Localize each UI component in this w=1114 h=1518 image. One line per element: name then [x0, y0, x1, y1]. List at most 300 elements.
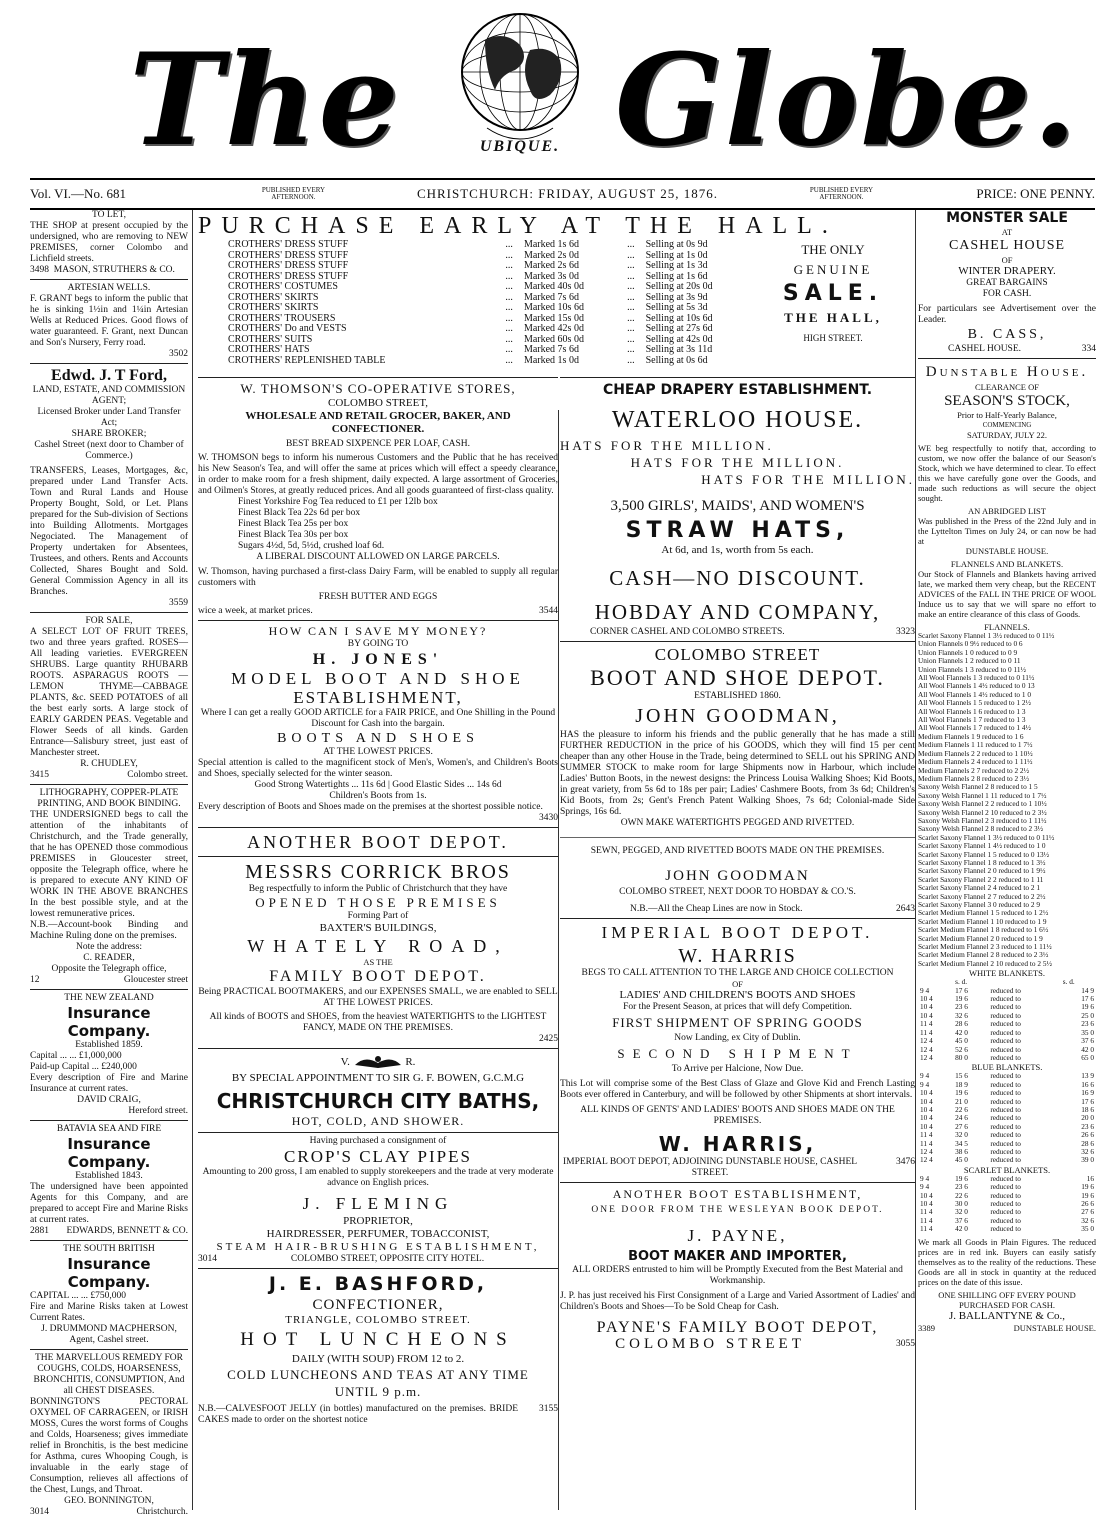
ad-line: FRESH BUTTER AND EGGS: [318, 592, 438, 602]
ad-goodman: [560, 645, 915, 915]
size: 10 4: [920, 1088, 933, 1098]
ad-body: WE beg respectfully to notify that, according to custom, we now offer the balance of our Season's Stock, which we have determined to clear. To effect this we have carefully gone over the Goods, and made such reductions as will secure the object sought.: [918, 443, 1096, 503]
table-row: [198, 356, 758, 367]
ad-heading: THE MARVELLOUS REMEDY FOR COUGHS, COLDS, HOARSENESS, BRONCHITIS, CONSUMPTION, And all CHEST DISEASES.: [33, 1353, 185, 1396]
royal-crest-icon: [353, 1055, 403, 1069]
size: 12 4: [920, 1036, 933, 1046]
flannel-list: [918, 632, 1096, 968]
leader-dots: ...: [505, 344, 513, 355]
ad-number: 3498: [30, 265, 49, 275]
original-price: 52 6: [955, 1044, 968, 1054]
reduced-price: 19 6: [1081, 1190, 1094, 1200]
ad-line: LAND, ESTATE, AND COMMISSION AGENT;: [32, 385, 186, 406]
selling-price: Selling at 0s 9d: [645, 239, 708, 250]
table-row: [918, 1225, 1096, 1233]
list-item: Scarlet Saxony Flannel 1 5 reduced to 0 13½: [918, 849, 1050, 859]
ad-line: AT: [1001, 227, 1013, 237]
list-item: Scarlet Medium Flannel 2 8 reduced to 2 3½: [918, 950, 1049, 960]
reduced-label: reduced to: [990, 1113, 1021, 1123]
ad-title: FAMILY BOOT DEPOT.: [269, 968, 487, 985]
leader-dots: ...: [505, 270, 513, 282]
ad-title: W. HARRIS,: [658, 1132, 817, 1156]
selling-price: Selling at 10s 6d: [645, 312, 713, 324]
original-price: 34 5: [955, 1138, 968, 1148]
ad-body: J. P. has just received his First Consignment of a Large and Varied Assortment of Ladies' and Children's Boots and Shoes—To be Sold Cheap for Cash.: [560, 1291, 915, 1312]
list-item: Medium Flannels 2 4 reduced to 1 11½: [918, 757, 1033, 767]
ad-line: AS THE: [363, 957, 393, 967]
ad-line: GREAT BARGAINS: [966, 278, 1048, 288]
ad-line: Licensed Broker under Land Transfer Act;: [37, 407, 181, 428]
list-item: All Wool Flannels 1 4½ reduced to 0 13: [918, 681, 1035, 691]
ad-heading: ARTESIAN WELLS.: [67, 283, 151, 293]
ad-number: 2425: [539, 1034, 558, 1044]
masthead-motto: UBIQUE.: [479, 138, 561, 155]
reduced-label: reduced to: [990, 1010, 1021, 1020]
selling-price: Selling at 3s 11d: [645, 344, 713, 355]
leader-dots: ...: [627, 291, 635, 303]
ad-line: Finest Yorkshire Fog Tea reduced to £1 per 12lb box: [238, 497, 438, 507]
ad-line: WHITE BLANKETS.: [968, 968, 1045, 979]
column-3: [560, 374, 915, 1510]
ad-title: W. HARRIS: [678, 945, 797, 967]
ad-line: Children's Boots from 1s.: [329, 791, 427, 801]
ad-address: Gloucester street: [123, 975, 188, 985]
marked-price: Marked 2s 6d: [523, 260, 579, 271]
ad-line: For the Present Season, at prices that will defy Competition.: [623, 1002, 852, 1012]
size: 10 4: [920, 1010, 933, 1020]
ad-heading: CHEAP DRAPERY ESTABLISHMENT.: [602, 382, 873, 398]
ad-harris: [560, 922, 915, 1179]
ad-title: HOBDAY AND COMPANY,: [594, 600, 881, 624]
list-item: All Wool Flannels 1 7 reduced to 1 3: [918, 715, 1026, 725]
ad-title: MONSTER SALE: [946, 210, 1068, 226]
reduced-label: reduced to: [990, 1104, 1021, 1114]
list-item: All Wool Flannels 1 5 reduced to 1 2½: [918, 698, 1031, 708]
ad-title: PURCHASE EARLY AT THE HALL.: [198, 213, 838, 239]
reduced-price: 16 9: [1081, 1088, 1094, 1098]
ad-south-british-insurance: [30, 1244, 188, 1346]
ad-title: W. THOMSON'S CO-OPERATIVE STORES,: [240, 381, 516, 396]
ad-title: ANOTHER BOOT DEPOT.: [247, 832, 509, 852]
reduced-price: 28 6: [1081, 1138, 1094, 1148]
ad-line: COLOMBO STREET,: [327, 397, 429, 409]
marked-price: Marked 42s 0d: [523, 323, 584, 334]
list-item: Scarlet Saxony Flannel 3 0 reduced to 2 9: [918, 900, 1040, 909]
original-price: 19 6: [955, 994, 968, 1004]
blanket-list: [918, 978, 1096, 1062]
leader-dots: ...: [627, 239, 635, 250]
ad-title: BOOT MAKER AND IMPORTER,: [628, 1249, 847, 1264]
original-price: 42 0: [955, 1224, 968, 1234]
ad-signature: R. CHUDLEY,: [80, 759, 138, 769]
ad-line: V.: [340, 1056, 350, 1068]
masthead-the: The: [129, 26, 401, 174]
ad-line: AN ABRIDGED LIST: [968, 506, 1046, 516]
list-item: Union Flannels 0 9½ reduced to 0 6: [918, 639, 1023, 649]
ad-line: DUNSTABLE HOUSE.: [965, 546, 1049, 556]
reduced-price: 35 0: [1081, 1027, 1094, 1037]
original-price: 19 6: [955, 1173, 968, 1183]
ad-body: TRANSFERS, Leases, Mortgages, &c, prepared under Land Transfer Acts. Town and Rural Lands and House Property Bought, Sold, or Let. Plans prepared for the Sub-division of Sections into Building Allotments. Mortgages Negociated. The Management of Property undertaken for Absentees, Trustees, and others. Rents and Accounts Collected, Shares Bought and Sold. General Commission Agency in all its Branches.: [30, 466, 188, 597]
reduced-label: reduced to: [990, 1155, 1021, 1165]
table-row: [198, 240, 758, 251]
dateline: [30, 178, 1095, 210]
item-name: CROTHERS' HATS: [228, 344, 310, 355]
ad-line: STEAM HAIR-BRUSHING ESTABLISHMENT,: [216, 1241, 540, 1253]
ad-line: COLD LUNCHEONS AND TEAS AT ANY TIME: [227, 1367, 529, 1382]
size: 9 4: [920, 1071, 930, 1081]
ad-line: BEST BREAD SIXPENCE PER LOAF, CASH.: [285, 439, 471, 449]
size: 9 4: [920, 1079, 930, 1089]
ad-line: Cashel Street (next door to Chamber of Commerce.): [34, 440, 184, 461]
ad-line: AT THE LOWEST PRICES.: [323, 747, 433, 757]
leader-dots: ...: [505, 354, 513, 366]
ad-line: Finest Black Tea 22s 6d per box: [238, 508, 361, 518]
ad-title: Insurance Company.: [67, 1255, 151, 1291]
ad-address: Opposite the Telegraph office,: [51, 964, 167, 974]
ad-line: SHARE BROKER;: [71, 429, 147, 439]
price: PRICE: ONE PENNY.: [976, 186, 1095, 201]
ad-line: CONFECTIONER,: [312, 1297, 444, 1313]
ad-line: OF: [732, 979, 743, 989]
ad-address: Hereford street.: [128, 1106, 188, 1116]
ad-note: N.B.—Account-book Binding and Machine Ruling done on the premises.: [30, 920, 188, 941]
ad-line: ONE SHILLING OFF EVERY POUND PURCHASED FOR CASH.: [938, 1289, 1076, 1310]
ad-line: Prior to Half-Yearly Balance,: [957, 410, 1057, 420]
ad-signature: EDWARDS, BENNETT & CO.: [66, 1226, 188, 1236]
ad-line: ESTABLISHED 1860.: [694, 691, 781, 701]
list-item: Union Flannels 1 0 reduced to 0 9: [918, 647, 1018, 657]
leader-dots: ...: [505, 291, 513, 303]
ad-title: BOOT AND SHOE DEPOT.: [590, 665, 885, 690]
leader-dots: ...: [627, 312, 635, 324]
ad-number: 12: [30, 975, 40, 985]
ad-title: CROP'S CLAY PIPES: [284, 1147, 472, 1166]
column-rule: [558, 410, 559, 1510]
ad-line: THE ONLY: [801, 242, 865, 257]
ad-title: J. PAYNE,: [687, 1226, 788, 1245]
publication-note-left: PUBLISHED EVERY AFTERNOON.: [261, 186, 326, 201]
table-row: [198, 261, 758, 272]
ad-number: 3476: [896, 1157, 915, 1167]
reduced-label: reduced to: [990, 1027, 1021, 1037]
ad-number: 3389: [918, 1322, 935, 1333]
item-name: CROTHERS' DRESS STUFF: [228, 270, 349, 282]
list-item: Scarlet Saxony Flannel 2 0 reduced to 1 9½: [918, 866, 1046, 876]
reduced-label: reduced to: [990, 985, 1021, 995]
ad-note: N.B.—CALVESFOOT JELLY (in bottles) manufactured on the premises. BRIDE CAKES made to order on the shortest notice: [198, 1404, 518, 1425]
size: 11 4: [920, 1138, 933, 1148]
marked-price: Marked 60s 0d: [523, 333, 584, 345]
reduced-label: reduced to: [990, 1079, 1021, 1089]
ad-body: Fire and Marine Risks taken at Lowest Current Rates.: [30, 1302, 188, 1323]
ad-body: Being PRACTICAL BOOTMAKERS, and our EXPENSES SMALL, we are enabled to SELL AT THE LOWEST PRICES.: [198, 987, 558, 1008]
leader-dots: ...: [627, 323, 635, 334]
ad-line: Finest Black Tea 25s per box: [238, 519, 349, 529]
ad-body: The undersigned have been appointed Agents for this Company, and are prepared to accept Fire and Marine Risks at current rates.: [30, 1182, 188, 1225]
reduced-price: 18 6: [1081, 1104, 1094, 1114]
original-price: 17 6: [955, 985, 968, 995]
ad-line: Now Landing, ex City of Dublin.: [674, 1033, 801, 1043]
list-item: Medium Flannels 2 7 reduced to 2 2½: [918, 765, 1030, 775]
ad-monster-sale: [918, 210, 1096, 355]
list-item: All Wool Flannels 1 6 reduced to 1 3: [918, 706, 1026, 716]
leader-dots: ...: [627, 302, 635, 313]
ad-body: BONNINGTON'S PECTORAL OXYMEL OF CARRAGEEN, or IRISH MOSS, Cures the worst forms of Coughs and Colds, Hoarseness; gives immediate relief in Bronchitis, is the best medicine for Asthma, cures Whooping Cough, is invaluable in the early stage of Consumption, relieves all affections of the Chest, Lungs, and Throat.: [30, 1397, 188, 1495]
ad-title: MESSRS CORRICK BROS: [245, 861, 511, 883]
size: 11 4: [920, 1130, 933, 1140]
original-price: 28 6: [955, 1019, 968, 1029]
ad-address: IMPERIAL BOOT DEPOT, ADJOINING DUNSTABLE HOUSE, CASHEL STREET.: [562, 1157, 858, 1178]
reduced-label: reduced to: [990, 1224, 1021, 1234]
list-item: Scarlet Saxony Flannel 2 4 reduced to 2 1: [918, 883, 1040, 893]
ad-signature: J. DRUMMOND MACPHERSON,: [41, 1324, 177, 1334]
size: 11 4: [920, 1224, 933, 1234]
reduced-price: 26 6: [1081, 1130, 1094, 1140]
blanket-list: [918, 1175, 1096, 1234]
ad-title: B. CASS,: [967, 327, 1047, 342]
original-price: 38 6: [955, 1146, 968, 1156]
leader-dots: ...: [505, 281, 513, 292]
ad-address: DUNSTABLE HOUSE.: [1013, 1322, 1096, 1333]
reduced-label: reduced to: [990, 1190, 1021, 1200]
ad-title: HOT LUNCHEONS: [240, 1329, 516, 1350]
ad-line: BY SPECIAL APPOINTMENT TO SIR G. F. BOWEN, G.C.M.G: [231, 1072, 525, 1084]
original-price: 37 6: [955, 1215, 968, 1225]
ad-title: Insurance Company.: [67, 1004, 151, 1040]
volume-number: Vol. VI.—No. 681: [30, 186, 126, 201]
size: 10 4: [920, 994, 933, 1004]
leader-dots: ...: [505, 333, 513, 345]
ad-heading: LITHOGRAPHY, COPPER-PLATE PRINTING, AND BOOK BINDING.: [37, 788, 181, 809]
selling-price: Selling at 20s 0d: [645, 281, 713, 292]
ad-title: CHRISTCHURCH CITY BATHS,: [216, 1089, 540, 1113]
list-item: Saxony Welsh Flannel 1 11 reduced to 1 7½: [918, 790, 1047, 800]
list-item: Scarlet Medium Flannel 2 10 reduced to 2 5½: [918, 958, 1052, 968]
ad-title: WATERLOO HOUSE.: [611, 407, 864, 433]
marked-price: Marked 15s 0d: [523, 312, 584, 324]
size: 12 4: [920, 1044, 933, 1054]
ad-body: A SELECT LOT OF FRUIT TREES, two and three years grafted. ROSES—All leading varieties. EVERGREEN SHRUBS. Large quantity RHUBARB ROOTS. ASPARAGUS ROOTS — LEMON THYME—CABBAGE PLANTS, &c. SEED POTATOES of all the best early sorts. A large stock of EARLY GARDEN PEAS. Vegetable and Flower Seeds of all kinds. Garden Entrance—Salisbury street, just east of Manchester street.: [30, 627, 188, 758]
reduced-label: reduced to: [990, 1207, 1021, 1217]
ad-signature: DAVID CRAIG,: [77, 1095, 141, 1105]
ad-address: COLOMBO STREET: [615, 1336, 805, 1352]
ad-corrick: [198, 831, 558, 1045]
ad-body: Every description of Boots and Shoes made on the premises at the shortest possible notice.: [198, 802, 543, 812]
blanket-table: [918, 978, 1096, 1062]
leader-dots: ...: [505, 239, 513, 250]
selling-price: Selling at 0s 6d: [645, 354, 708, 366]
marked-price: Marked 3s 0d: [523, 270, 579, 282]
ad-body: THE UNDERSIGNED begs to call the attention of the inhabitants of Christchurch, and the Trade generally, that he has OPENED those commodious PREMISES in Gloucester street, opposite the Telegraph office, where he is prepared to execute ANY KIND OF WORK IN THE ABOVE BRANCHES In the best possible style, and at the lowest remunerative prices.: [30, 810, 188, 919]
original-price: 22 6: [955, 1104, 968, 1114]
ad-note: N.B.—All the Cheap Lines are now in Stock.: [630, 904, 803, 914]
ad-line: OPENED THOSE PREMISES: [255, 895, 501, 910]
ad-line: HATS FOR THE MILLION.: [560, 438, 774, 453]
ad-remedy: [30, 1353, 188, 1518]
original-price: 22 6: [955, 1190, 968, 1200]
ad-title: CASHEL HOUSE: [948, 238, 1066, 253]
price-table: [198, 240, 758, 366]
original-price: 45 0: [955, 1155, 968, 1165]
ad-line: Established 1859.: [75, 1040, 143, 1050]
ad-title: Insurance Company.: [67, 1135, 151, 1171]
ad-city-baths: [198, 1052, 558, 1265]
ad-title: JOHN GOODMAN,: [635, 705, 840, 727]
ad-line: To Arrive per Halcione, Now Due.: [671, 1064, 804, 1074]
ad-to-let: [30, 210, 188, 276]
ad-line: R.: [405, 1056, 416, 1068]
ad-title: SEASON'S STOCK,: [944, 393, 1070, 409]
marked-price: Marked 1s 0d: [523, 354, 579, 366]
ad-line: SCARLET BLANKETS.: [963, 1164, 1051, 1175]
column-header: s. d.: [955, 977, 968, 987]
list-item: Medium Flannels 1 11 reduced to 1 7½: [918, 740, 1033, 750]
selling-price: Selling at 1s 6d: [645, 270, 708, 282]
column-4: [918, 210, 1096, 1510]
size: 12 4: [920, 1052, 933, 1062]
list-item: Saxony Welsh Flannel 2 10 reduced to 2 3½: [918, 807, 1047, 817]
ad-signature: C. READER,: [83, 953, 135, 963]
ad-jones: [198, 624, 558, 824]
ad-number: 3155: [539, 1404, 558, 1414]
item-name: CROTHERS' SUITS: [228, 333, 313, 345]
original-price: 32 0: [955, 1130, 968, 1140]
ad-payne: [560, 1186, 915, 1350]
reduced-price: 17 6: [1081, 1096, 1094, 1106]
ad-line: ONE DOOR FROM THE WESLEYAN BOOK DEPOT.: [591, 1205, 884, 1215]
ad-line: At 6d, and 1s, worth from 5s each.: [661, 544, 814, 556]
item-name: CROTHERS' DRESS STUFF: [228, 260, 349, 271]
list-item: Scarlet Saxony Flannel 1 4½ reduced to 1 0: [918, 841, 1046, 851]
ad-number: 2881: [30, 1226, 49, 1236]
ad-address: CORNER CASHEL AND COLOMBO STREETS.: [590, 627, 785, 637]
table-row: [198, 324, 758, 335]
leader-dots: ...: [505, 249, 513, 261]
ad-new-zealand-insurance: [30, 993, 188, 1117]
ad-title: STRAW HATS,: [625, 518, 850, 543]
ad-line: CLEARANCE OF: [975, 382, 1039, 392]
hall-price-table: [198, 240, 758, 366]
ad-the-hall: [198, 212, 913, 372]
ad-ford: [30, 367, 188, 609]
item-name: CROTHERS' DRESS STUFF: [228, 239, 349, 250]
ad-title: J. E. BASHFORD,: [268, 1273, 488, 1295]
ad-line: OF: [1001, 255, 1013, 265]
list-item: Saxony Welsh Flannel 2 8 reduced to 2 3½: [918, 824, 1044, 834]
size: 11 4: [920, 1207, 933, 1217]
ad-line: HATS FOR THE MILLION.: [701, 472, 915, 487]
original-price: 80 0: [955, 1052, 968, 1062]
reduced-label: reduced to: [990, 1130, 1021, 1140]
ad-signature: Agent, Cashel street.: [69, 1335, 149, 1345]
column-2: [198, 374, 558, 1510]
ad-for-sale: [30, 616, 188, 781]
list-item: Medium Flannels 1 9 reduced to 1 6: [918, 731, 1024, 741]
ad-line: HATS FOR THE MILLION.: [630, 455, 845, 470]
column-rule: [915, 210, 916, 1510]
list-item: Scarlet Medium Flannel 2 3 reduced to 1 11½: [918, 942, 1052, 952]
ad-line: SEWN, PEGGED, AND RIVETTED BOOTS MADE ON THE PREMISES.: [590, 846, 885, 856]
ad-number: 3014: [30, 1507, 49, 1517]
leader-dots: ...: [505, 323, 513, 334]
ad-heading: THE NEW ZEALAND: [64, 993, 154, 1003]
ad-bashford: [198, 1272, 558, 1426]
ad-line: Established 1843.: [75, 1171, 143, 1181]
ad-thomson: [198, 381, 558, 617]
marked-price: Marked 7s 6d: [523, 344, 579, 355]
reduced-label: reduced to: [990, 1182, 1021, 1192]
size: 10 4: [920, 1113, 933, 1123]
list-item: Scarlet Saxony Flannel 1 8 reduced to 1 3½: [918, 857, 1046, 867]
ad-line: BY GOING TO: [347, 639, 409, 649]
masthead-globe: Globe.: [615, 26, 1079, 174]
ad-line: Good Strong Watertights ... 11s 6d | Good Elastic Sides ... 14s 6d: [254, 780, 502, 790]
original-price: 32 6: [955, 1010, 968, 1020]
original-price: 21 0: [955, 1096, 968, 1106]
ad-line: 3,500 GIRLS', MAIDS', AND WOMEN'S: [610, 498, 865, 514]
ad-heading: TO LET,: [92, 210, 126, 220]
ad-body: THE SHOP at present occupied by the undersigned, who are removing to NEW PREMISES, corner Colombo and Lichfield streets.: [30, 221, 188, 264]
size: 12 4: [920, 1146, 933, 1156]
marked-price: Marked 1s 6d: [523, 239, 579, 250]
ad-line: Finest Black Tea 30s per box: [238, 530, 349, 540]
list-item: Scarlet Saxony Flannel 1 3½ reduced to 0 11½: [918, 631, 1055, 640]
size: 10 4: [920, 1199, 933, 1208]
ad-heading: COLOMBO STREET: [654, 645, 821, 664]
ad-body: Amounting to 200 gross, I am enabled to supply storekeepers and the trade at very moderate advance on English prices.: [202, 1167, 554, 1188]
ad-body: We mark all Goods in Plain Figures. The reduced prices are in red ink. Buyers can easily satisfy themselves as to the reality of the reductions. These Goods are all in stock in quantity at the reduced prices on the date of this issue.: [918, 1236, 1096, 1287]
ad-line: HAIRDRESSER, PERFUMER, TOBACCONIST,: [266, 1228, 490, 1240]
column-header: s. d.: [1062, 977, 1075, 987]
ad-line: BAXTER'S BUILDINGS,: [319, 922, 437, 934]
ad-number: 3323: [896, 627, 915, 637]
ad-heading: IMPERIAL BOOT DEPOT.: [601, 923, 874, 942]
leader-dots: ...: [505, 302, 513, 313]
ad-number: 3430: [539, 813, 558, 823]
table-row: [918, 1054, 1096, 1062]
ad-title: ESTABLISHMENT,: [293, 688, 463, 707]
reduced-label: reduced to: [990, 1121, 1021, 1131]
reduced-price: 65 0: [1081, 1052, 1094, 1062]
size: 9 4: [920, 1173, 930, 1183]
ad-body: Special attention is called to the magnificent stock of Men's, Women's, and Children's Boots and Shoes, specially selected for the winter season.: [198, 758, 558, 779]
ad-line: Beg respectfully to inform the Public of Christchurch that they have: [248, 884, 508, 894]
marked-price: Marked 2s 0d: [523, 249, 579, 261]
reduced-label: reduced to: [990, 1199, 1021, 1208]
leader-dots: ...: [627, 333, 635, 345]
ad-line: LADIES' AND CHILDREN'S BOOTS AND SHOES: [619, 989, 856, 1001]
blanket-table: [918, 1175, 1096, 1234]
leader-dots: ...: [627, 260, 635, 271]
list-item: Scarlet Medium Flannel 1 8 reduced to 1 6½: [918, 925, 1049, 935]
original-price: 24 6: [955, 1113, 968, 1123]
reduced-label: reduced to: [990, 1071, 1021, 1081]
ad-line: wice a week, at market prices.: [198, 606, 313, 616]
ad-line: GENUINE: [793, 262, 873, 277]
ad-batavia-insurance: [30, 1124, 188, 1237]
column-1: [30, 210, 188, 1517]
ad-line: SECOND SHIPMENT: [617, 1046, 858, 1061]
original-price: 23 6: [955, 1182, 968, 1192]
ad-address: COLOMBO STREET, OPPOSITE CITY HOTEL.: [290, 1254, 485, 1264]
column-rule: [192, 210, 193, 1510]
ad-body: This Lot will comprise some of the Best Class of Glaze and Glove Kid and French Lasting Boots ever offered in Canterbury, and will be followed by other Shipments at short intervals.: [560, 1079, 915, 1100]
reduced-price: 32 6: [1081, 1146, 1094, 1156]
ad-line: UNTIL 9 p.m.: [334, 1384, 422, 1399]
table-row: [918, 1156, 1096, 1164]
item-name: CROTHERS' DRESS STUFF: [228, 249, 349, 261]
